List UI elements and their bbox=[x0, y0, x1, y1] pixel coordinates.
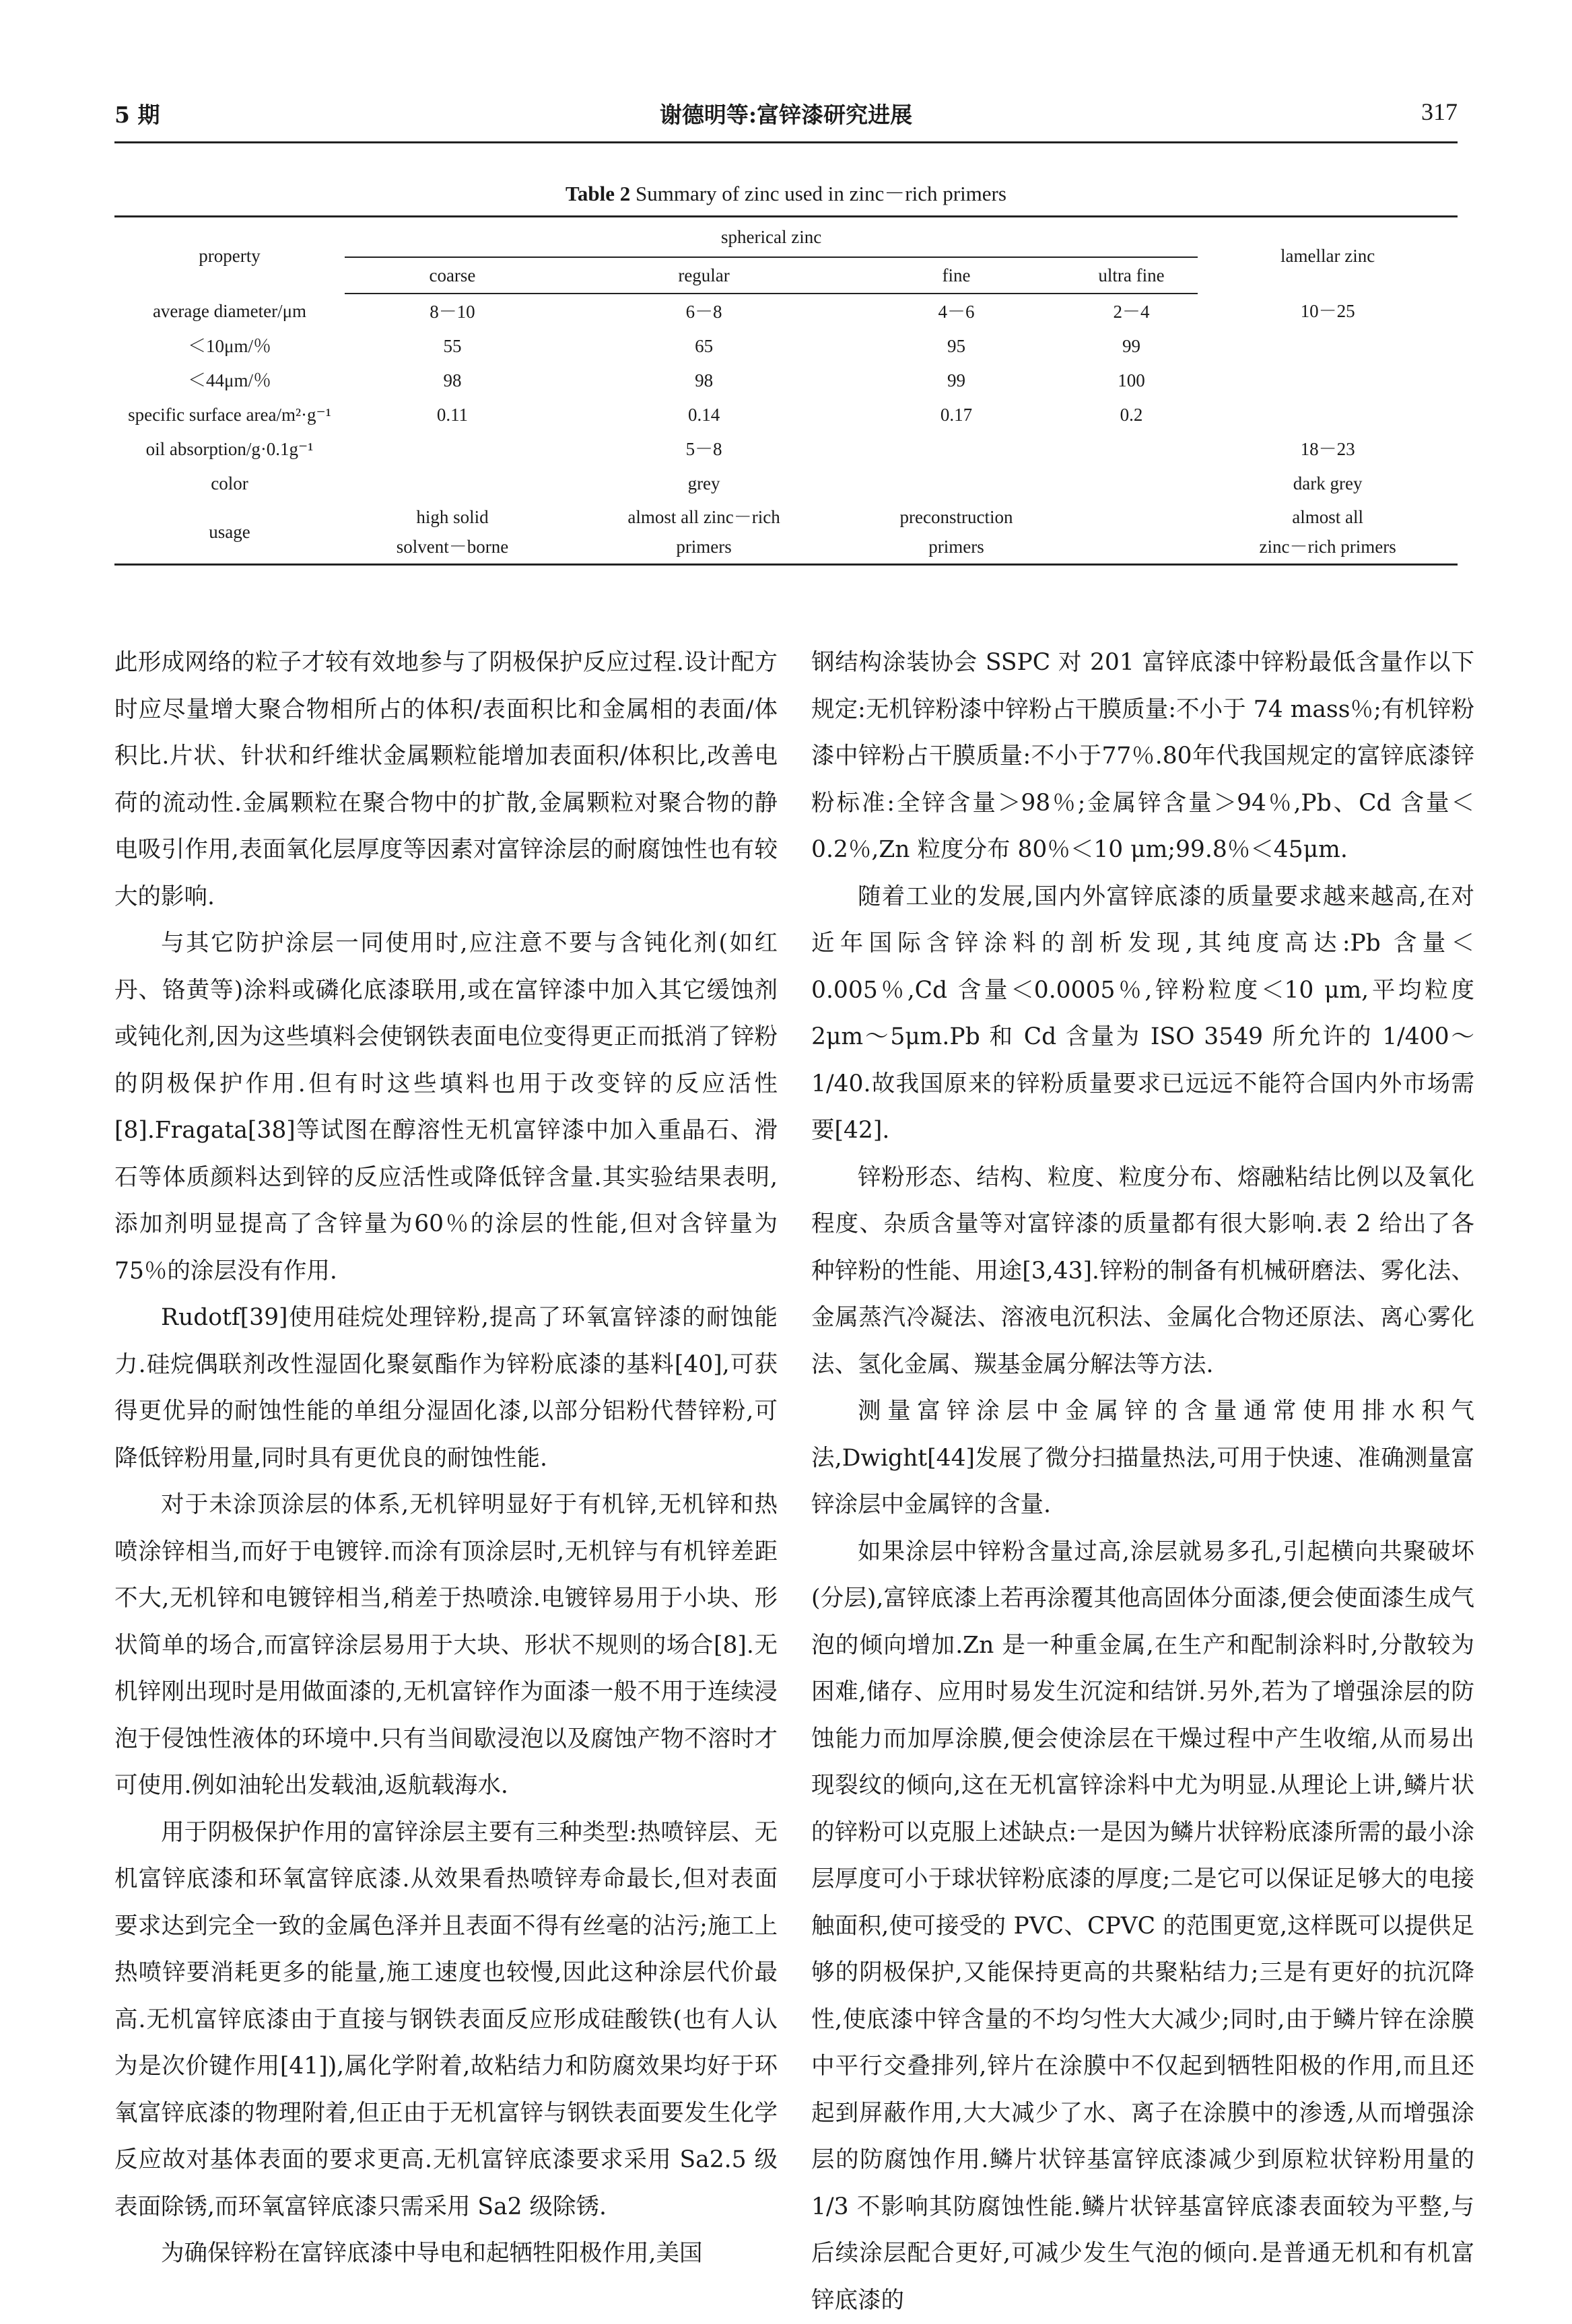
usage-cell bbox=[1065, 500, 1198, 565]
row-property-label: usage bbox=[114, 500, 345, 565]
table-cell: 5－8 bbox=[560, 432, 848, 466]
usage-cell-line: solvent－borne bbox=[349, 532, 556, 561]
body-paragraph: 此形成网络的粒子才较有效地参与了阴极保护反应过程.设计配方时应尽量增大聚合物相所占的体积/表面积比和金属相的表面/体积比.片状、针状和纤维状金属颗粒能增加表面积/体积比,改善电荷的流动性.金属颗粒在聚合物中的扩散,金属颗粒对聚合物的静电吸引作用,表面氧化层厚度等因素对富锌涂层的耐腐蚀性也有较大的影响. bbox=[114, 640, 778, 920]
header-rule bbox=[114, 141, 1458, 143]
table-cell bbox=[345, 466, 560, 500]
running-title: 谢德明等:富锌漆研究进展 bbox=[114, 98, 1458, 129]
usage-cell bbox=[345, 500, 560, 565]
table-cell: 99 bbox=[848, 363, 1065, 397]
table-cell: 95 bbox=[848, 329, 1065, 363]
row-property-label: average diameter/μm bbox=[114, 294, 345, 329]
table-row bbox=[114, 329, 1458, 363]
usage-cell-line: almost all zinc－rich bbox=[564, 502, 844, 532]
table-cell: 6－8 bbox=[560, 294, 848, 329]
table-cell bbox=[1198, 397, 1458, 432]
table-cell: 18－23 bbox=[1198, 432, 1458, 466]
usage-cell bbox=[560, 500, 848, 565]
row-property-label: specific surface area/m²·g⁻¹ bbox=[114, 397, 345, 432]
table-caption-text: Summary of zinc used in zinc－rich primers bbox=[636, 182, 1006, 205]
body-paragraph: 用于阴极保护作用的富锌涂层主要有三种类型:热喷锌层、无机富锌底漆和环氧富锌底漆.从效果看热喷锌寿命最长,但对表面要求达到完全一致的金属色泽并且表面不得有丝毫的沾污;施工上热喷锌要消耗更多的能量,施工速度也较慢,因此这种涂层代价最高.无机富锌底漆由于直接与钢铁表面反应形成硅酸铁(也有人认为是次价键作用[41]),属化学附着,故粘结力和防腐效果均好于环氧富锌底漆的物理附着,但正由于无机富锌与钢铁表面要发生化学反应故对基体表面的要求更高.无机富锌底漆要求采用 Sa2.5 级表面除锈,而环氧富锌底漆只需采用 Sa2 级除锈. bbox=[114, 1810, 778, 2231]
row-property-label: color bbox=[114, 466, 345, 500]
table-cell: grey bbox=[560, 466, 848, 500]
table-cell bbox=[1065, 466, 1198, 500]
table-cell: 0.2 bbox=[1065, 397, 1198, 432]
page-number: 317 bbox=[1421, 98, 1458, 126]
row-property-label: ＜44μm/％ bbox=[114, 363, 345, 397]
table-cell: 100 bbox=[1065, 363, 1198, 397]
table-row bbox=[114, 363, 1458, 397]
table-cell: 8－10 bbox=[345, 294, 560, 329]
table-cell bbox=[1198, 329, 1458, 363]
table-cell: 2－4 bbox=[1065, 294, 1198, 329]
table-row-usage bbox=[114, 500, 1458, 565]
table-cell: 98 bbox=[345, 363, 560, 397]
table-row bbox=[114, 397, 1458, 432]
usage-cell-line: almost all bbox=[1202, 502, 1454, 532]
table-cell bbox=[848, 466, 1065, 500]
body-paragraph: 随着工业的发展,国内外富锌底漆的质量要求越来越高,在对近年国际含锌涂料的剖析发现,其纯度高达:Pb 含量＜0.005％,Cd 含量＜0.0005％,锌粉粒度＜10 μm,平均粒度 2μm～5μm.Pb 和 Cd 含量为 ISO 3549 所允许的 1/400～1/40.故我国原来的锌粉质量要求已远远不能符合国内外市场需要[42]. bbox=[811, 874, 1474, 1155]
usage-cell bbox=[1198, 500, 1458, 565]
table-cell: 55 bbox=[345, 329, 560, 363]
header-lamellar-zinc: lamellar zinc bbox=[1198, 217, 1458, 294]
table-caption-label: Table 2 bbox=[566, 182, 630, 205]
row-property-label: ＜10μm/％ bbox=[114, 329, 345, 363]
table-row bbox=[114, 466, 1458, 500]
table-cell: 0.14 bbox=[560, 397, 848, 432]
table-row bbox=[114, 432, 1458, 466]
table-cell bbox=[1198, 363, 1458, 397]
table-cell: 99 bbox=[1065, 329, 1198, 363]
zinc-summary-table bbox=[114, 215, 1458, 566]
usage-cell-line: high solid bbox=[349, 502, 556, 532]
usage-cell-line: primers bbox=[564, 532, 844, 561]
subheader-ultra-fine: ultra fine bbox=[1065, 257, 1198, 294]
table-cell: 4－6 bbox=[848, 294, 1065, 329]
header-spherical-zinc: spherical zinc bbox=[345, 217, 1198, 258]
body-paragraph: 钢结构涂装协会 SSPC 对 201 富锌底漆中锌粉最低含量作以下规定:无机锌粉漆中锌粉占干膜质量:不小于 74 mass％;有机锌粉漆中锌粉占干膜质量:不小于77％.80年代我国规定的富锌底漆锌粉标准:全锌含量＞98％;金属锌含量＞94％,Pb、Cd 含量＜0.2％,Zn 粒度分布 80％＜10 μm;99.8％＜45μm. bbox=[811, 640, 1474, 874]
subheader-fine: fine bbox=[848, 257, 1065, 294]
usage-cell-line: zinc－rich primers bbox=[1202, 532, 1454, 561]
table-cell bbox=[848, 432, 1065, 466]
left-text-column bbox=[114, 640, 778, 2278]
body-paragraph: 与其它防护涂层一同使用时,应注意不要与含钝化剂(如红丹、铬黄等)涂料或磷化底漆联用,或在富锌漆中加入其它缓蚀剂或钝化剂,因为这些填料会使钢铁表面电位变得更正而抵消了锌粉的阴极保护作用.但有时这些填料也用于改变锌的反应活性[8].Fragata[38]等试图在醇溶性无机富锌漆中加入重晶石、滑石等体质颜料达到锌的反应活性或降低锌含量.其实验结果表明,添加剂明显提高了含锌量为60％的涂层的性能,但对含锌量为75％的涂层没有作用. bbox=[114, 920, 778, 1295]
table-cell: 65 bbox=[560, 329, 848, 363]
table-cell: 0.11 bbox=[345, 397, 560, 432]
subheader-regular: regular bbox=[560, 257, 848, 294]
body-paragraph: 锌粉形态、结构、粒度、粒度分布、熔融粘结比例以及氧化程度、杂质含量等对富锌漆的质量都有很大影响.表 2 给出了各种锌粉的性能、用途[3,43].锌粉的制备有机械研磨法、雾化法、金属蒸汽冷凝法、溶液电沉积法、金属化合物还原法、离心雾化法、氢化金属、羰基金属分解法等方法. bbox=[811, 1155, 1474, 1389]
usage-cell bbox=[848, 500, 1065, 565]
table-cell: 98 bbox=[560, 363, 848, 397]
header-property: property bbox=[114, 217, 345, 294]
table-cell bbox=[1065, 432, 1198, 466]
usage-cell-line: primers bbox=[852, 532, 1061, 561]
right-text-column bbox=[811, 640, 1474, 2324]
body-paragraph: 对于未涂顶涂层的体系,无机锌明显好于有机锌,无机锌和热喷涂锌相当,而好于电镀锌.而涂有顶涂层时,无机锌与有机锌差距不大,无机锌和电镀锌相当,稍差于热喷涂.电镀锌易用于小块、形状简单的场合,而富锌涂层易用于大块、形状不规则的场合[8].无机锌刚出现时是用做面漆的,无机富锌作为面漆一般不用于连续浸泡于侵蚀性液体的环境中.只有当间歇浸泡以及腐蚀产物不溶时才可使用.例如油轮出发载油,返航载海水. bbox=[114, 1482, 778, 1810]
usage-cell-line: preconstruction bbox=[852, 502, 1061, 532]
table-cell: 10－25 bbox=[1198, 294, 1458, 329]
row-property-label: oil absorption/g·0.1g⁻¹ bbox=[114, 432, 345, 466]
body-paragraph: 测量富锌涂层中金属锌的含量通常使用排水积气法,Dwight[44]发展了微分扫描量热法,可用于快速、准确测量富锌涂层中金属锌的含量. bbox=[811, 1388, 1474, 1529]
table-cell: dark grey bbox=[1198, 466, 1458, 500]
table-row bbox=[114, 294, 1458, 329]
body-paragraph: Rudotf[39]使用硅烷处理锌粉,提高了环氧富锌漆的耐蚀能力.硅烷偶联剂改性湿固化聚氨酯作为锌粉底漆的基料[40],可获得更优异的耐蚀性能的单组分湿固化漆,以部分铝粉代替锌粉,可降低锌粉用量,同时具有更优良的耐蚀性能. bbox=[114, 1295, 778, 1482]
subheader-coarse: coarse bbox=[345, 257, 560, 294]
issue-number: 5 期 bbox=[114, 98, 160, 129]
body-paragraph: 如果涂层中锌粉含量过高,涂层就易多孔,引起横向共聚破坏(分层),富锌底漆上若再涂覆其他高固体分面漆,便会使面漆生成气泡的倾向增加.Zn 是一种重金属,在生产和配制涂料时,分散较为困难,储存、应用时易发生沉淀和结饼.另外,若为了增强涂层的防蚀能力而加厚涂膜,便会使涂层在干燥过程中产生收缩,从而易出现裂纹的倾向,这在无机富锌涂料中尤为明显.从理论上讲,鳞片状的锌粉可以克服上述缺点:一是因为鳞片状锌粉底漆所需的最小涂层厚度可小于球状锌粉底漆的厚度;二是它可以保证足够大的电接触面积,使可接受的 PVC、CPVC 的范围更宽,这样既可以提供足够的阴极保护,又能保持更高的共聚粘结力;三是有更好的抗沉降性,使底漆中锌含量的不均匀性大大减少;同时,由于鳞片锌在涂膜中平行交叠排列,锌片在涂膜中不仅起到牺牲阳极的作用,而且还起到屏蔽作用,大大减少了水、离子在涂膜中的渗透,从而增强涂层的防腐蚀作用.鳞片状锌基富锌底漆减少到原粒状锌粉用量的 1/3 不影响其防腐蚀性能.鳞片状锌基富锌底漆表面较为平整,与后续涂层配合更好,可减少发生气泡的倾向.是普通无机和有机富锌底漆的 bbox=[811, 1529, 1474, 2324]
body-paragraph: 为确保锌粉在富锌底漆中导电和起牺牲阳极作用,美国 bbox=[114, 2230, 778, 2278]
running-header bbox=[114, 98, 1458, 138]
table-cell bbox=[345, 432, 560, 466]
table-cell: 0.17 bbox=[848, 397, 1065, 432]
table-caption bbox=[114, 176, 1458, 207]
